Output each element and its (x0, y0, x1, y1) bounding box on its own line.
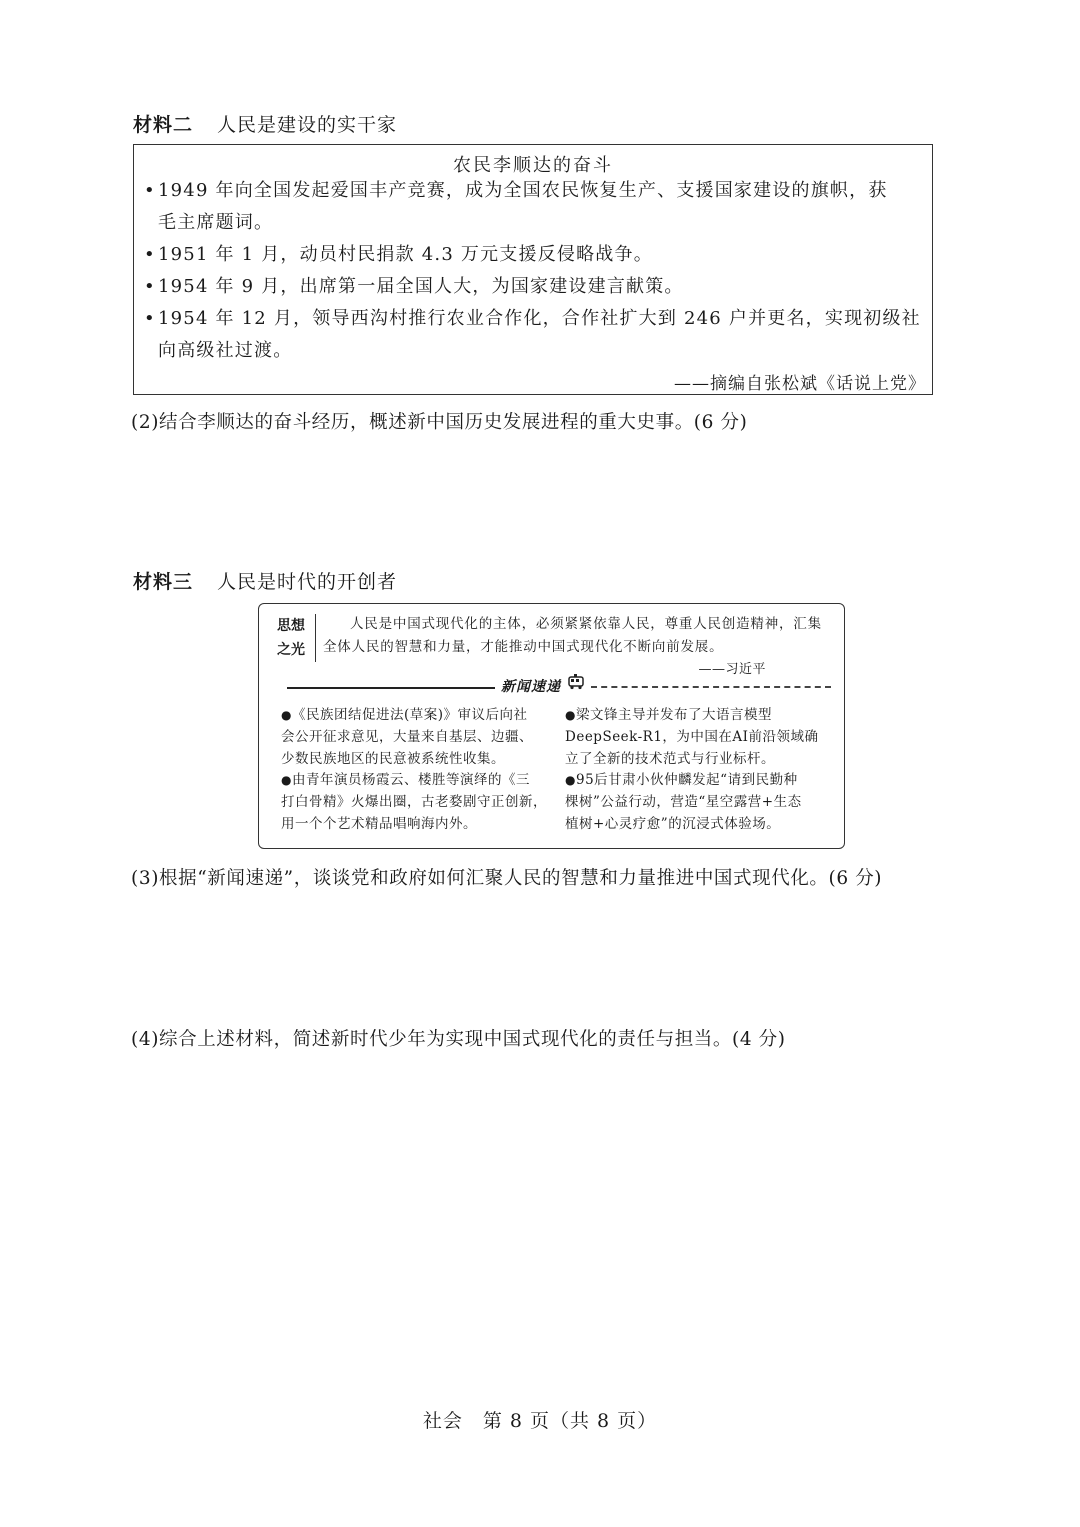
quote-author: ——习近平 (698, 662, 766, 677)
material2-heading (133, 110, 397, 137)
news-item (565, 769, 802, 835)
bullet-icon: • (144, 276, 156, 297)
box-title: 农民李顺达的奋斗 (453, 155, 613, 176)
news-text: 棵树”公益行动，营造“星空露营+生态 (565, 794, 802, 810)
news-title: 新闻速递 (501, 679, 561, 695)
bullet-icon: ● (281, 773, 292, 787)
material3-heading (133, 567, 397, 594)
news-text: 95后甘肃小伙仲麟发起“请到民勤种 (575, 772, 798, 788)
question-3: (3)根据“新闻速递”，谈谈党和政府如何汇聚人民的智慧和力量推进中国式现代化。(6 分) (131, 868, 883, 889)
sixiang-label: 思想之光 (277, 618, 305, 658)
list-item-text: 1951 年 1 月，动员村民捐款 4.3 万元支援反侵略战争。 (158, 244, 653, 265)
news-text: 梁文锋主导并发布了大语言模型 (575, 707, 772, 723)
news-text: 会公开征求意见，大量来自基层、边疆、 (281, 729, 533, 745)
bullet-icon: ● (565, 773, 576, 787)
news-text: 立了全新的技术范式与行业标杆。 (565, 751, 775, 767)
news-item (281, 704, 533, 770)
list-item (144, 271, 922, 303)
list-item-text: 毛主席题词。 (158, 212, 274, 233)
bullet-icon: • (144, 180, 156, 201)
bullet-icon: ● (565, 708, 576, 722)
list-item-text: 1954 年 9 月，出席第一届全国人大，为国家建设建言献策。 (158, 276, 684, 297)
list-item-text: 1949 年向全国发起爱国丰产竞赛，成为全国农民恢复生产、支援国家建设的旗帜，获 (158, 180, 888, 201)
news-text: 植树+心灵疗愈”的沉浸式体验场。 (565, 816, 781, 832)
news-text: 《民族团结促进法(草案)》审议后向社 (291, 707, 528, 723)
question-4: (4)综合上述材料，简述新时代少年为实现中国式现代化的责任与担当。(4 分) (131, 1029, 786, 1050)
material2-box (133, 144, 933, 395)
bullet-icon: • (144, 244, 156, 265)
divider (315, 614, 316, 662)
train-icon (567, 674, 587, 690)
sixiang-quote: 人民是中国式现代化的主体，必须紧紧依靠人民，尊重人民创造精神，汇集全体人民的智慧和力量，才能推动中国式现代化不断向前发展。 (323, 616, 822, 655)
news-item (565, 704, 819, 770)
news-text: 用一个个艺术精品唱响海内外。 (281, 816, 477, 832)
material2-title: 人民是建设的实干家 (217, 114, 398, 136)
material3-title: 人民是时代的开创者 (217, 571, 398, 593)
news-item (281, 769, 547, 835)
bullet-icon: • (144, 308, 156, 329)
page-footer: 社会 第 8 页（共 8 页） (422, 1410, 658, 1432)
list-item-text: 1954 年 12 月，领导西沟村推行农业合作化，合作社扩大到 246 户并更名，实现初级社 (158, 308, 921, 329)
source-citation: ——摘编自张松斌《话说上党》 (674, 374, 926, 394)
news-text: 由青年演员杨霞云、楼胜等演绎的《三 (291, 772, 530, 788)
list-item (144, 175, 922, 239)
news-text: DeepSeek-R1，为中国在AI前沿领域确 (565, 729, 819, 745)
list-item (144, 303, 922, 367)
question-2: (2)结合李顺达的奋斗经历，概述新中国历史发展进程的重大史事。(6 分) (131, 412, 748, 433)
list-item (144, 239, 922, 271)
news-text: 少数民族地区的民意被系统性收集。 (281, 751, 505, 767)
material2-label: 材料二 (133, 114, 194, 136)
material3-label: 材料三 (133, 571, 194, 593)
list-item-text: 向高级社过渡。 (158, 340, 293, 361)
news-text: 打白骨精》火爆出圈，古老婺剧守正创新， (281, 794, 547, 810)
material3-box (258, 603, 845, 849)
bullet-icon: ● (281, 708, 292, 722)
divider (287, 687, 495, 689)
divider (591, 686, 831, 688)
